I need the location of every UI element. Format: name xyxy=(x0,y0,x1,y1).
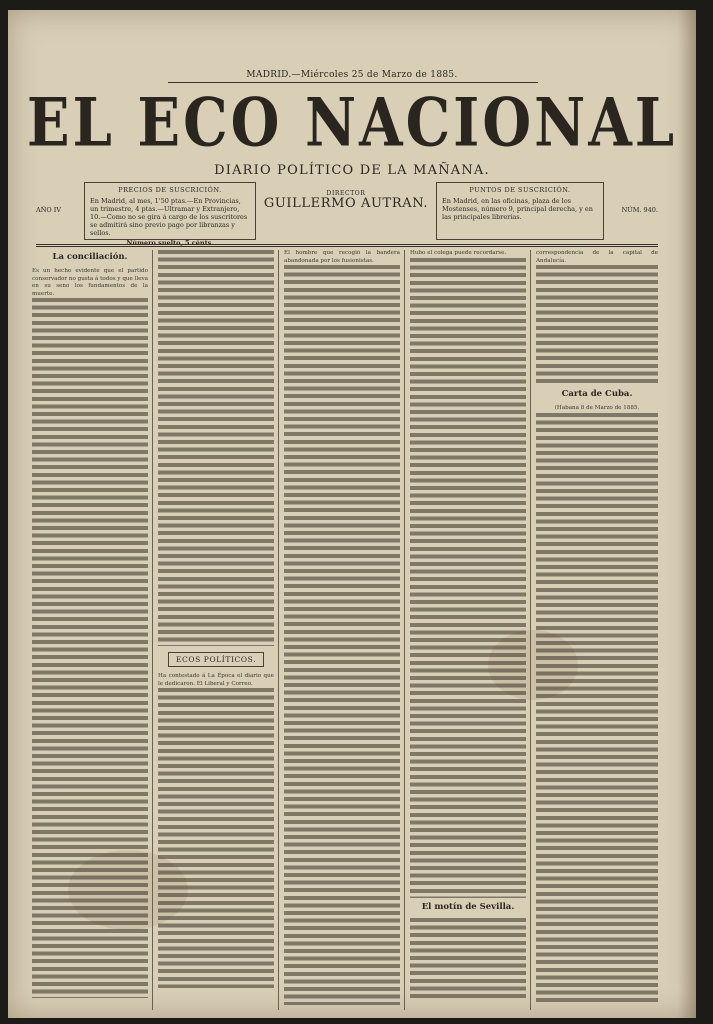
prices-left-text: En Madrid, al mes, 1'50 ptas.—En Provincias, un trimestre, 4 ptas.—Ultramar y Extranjero, 10.—Como no se gira á cargo de los suscritores se admitirá sino previo pago por libranzas y sellos. xyxy=(90,197,248,237)
article-body xyxy=(536,413,658,1003)
masthead: EL ECO NACIONAL xyxy=(26,84,678,162)
section-heading: ECOS POLÍTICOS. xyxy=(168,652,264,667)
article-lead: Hubo el colega puede recordarse. xyxy=(410,250,507,256)
issue-number: NÚM. 940. xyxy=(621,206,658,214)
column-4 xyxy=(410,250,526,1002)
dateline: MADRID.—Miércoles 25 de Marzo de 1885. xyxy=(246,70,458,80)
article-dateline: (Habana 8 de Marzo de 1885. xyxy=(554,405,640,412)
article-lead: Ha contestado á La Época el diario que le dedicaron. El Liberal y Correo. xyxy=(158,673,274,687)
prices-right-text: En Madrid, en las oficinas, plaza de los Mostenses, número 9, principal derecha, y en las principales librerías. xyxy=(442,197,593,221)
column-separator xyxy=(530,250,531,1010)
article-lead: correspondencia de la capital de Andalucía. xyxy=(536,250,658,264)
column-separator xyxy=(152,250,153,1010)
single-issue-price: Número suelto, 5 cénts. xyxy=(126,239,214,247)
column-1 xyxy=(32,250,148,1002)
article-body xyxy=(410,258,526,898)
masthead-bottom-rule-2 xyxy=(36,246,658,247)
subscription-bar xyxy=(36,182,658,247)
article-title: Carta de Cuba. xyxy=(561,389,633,400)
article-body xyxy=(536,265,658,385)
article-title: La conciliación. xyxy=(52,252,128,262)
section-heading: El motín de Sevilla. xyxy=(421,901,515,912)
prices-left-box xyxy=(84,182,256,247)
director-label: DIRECTOR xyxy=(326,190,366,197)
director-block xyxy=(262,182,430,240)
top-rule xyxy=(168,82,538,83)
column-separator xyxy=(278,250,279,1010)
article-body xyxy=(158,250,274,646)
article-body xyxy=(158,688,274,988)
subtitle: DIARIO POLÍTICO DE LA MAÑANA. xyxy=(214,163,490,178)
column-3 xyxy=(284,250,400,1009)
article-body xyxy=(410,918,526,998)
article-body xyxy=(284,265,400,1005)
article-lead: El hombre que recogió la bandera abandonada por los fusionistas. xyxy=(284,250,400,264)
masthead-bottom-rule xyxy=(36,244,658,245)
director-name: GUILLERMO AUTRAN. xyxy=(263,196,429,211)
year-label: AÑO IV xyxy=(36,206,62,214)
newspaper-page xyxy=(8,10,696,1018)
prices-right-box xyxy=(436,182,604,240)
prices-left-title: PRECIOS DE SUSCRICIÓN. xyxy=(118,186,222,194)
column-separator xyxy=(404,250,405,1010)
column-2 xyxy=(158,250,274,992)
column-5 xyxy=(536,250,658,1007)
article-lead: Es un hecho evidente que el partido conservador no gusta á todos y que lleva en su seno los fundamentos de la muerte. xyxy=(32,268,148,297)
article-body xyxy=(32,298,148,998)
prices-right-title: PUNTOS DE SUSCRICIÓN. xyxy=(469,186,571,194)
